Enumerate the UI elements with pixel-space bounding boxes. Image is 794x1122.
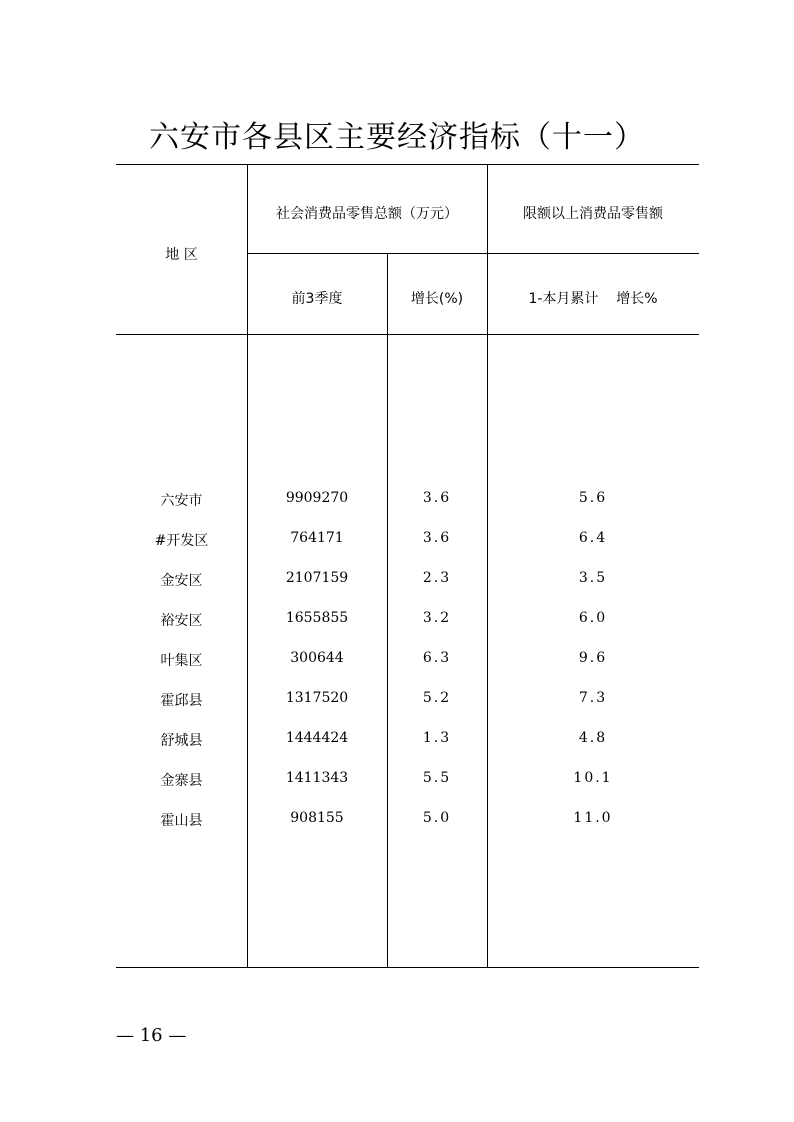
page-title: 六安市各县区主要经济指标（十一） (149, 120, 645, 155)
header-growth: 增长(%) (410, 291, 464, 307)
q3-cell: 9909270 (285, 490, 349, 506)
growth-cell: 6.3 (422, 650, 452, 666)
growth-cell: 5.5 (422, 770, 452, 786)
growth-cell: 3.6 (422, 530, 452, 546)
growth-cell: 3.2 (422, 610, 452, 626)
ytd-growth-cell: 4.8 (578, 730, 608, 746)
ytd-growth-cell: 9.6 (578, 650, 608, 666)
header-q3: 前3季度 (291, 291, 343, 307)
q3-cell: 1411343 (285, 770, 349, 786)
page-number: — 16 — (116, 1025, 187, 1046)
table-top-rule (116, 164, 699, 165)
q3-cell: 764171 (290, 530, 344, 546)
header-above-quota: 限额以上消费品零售额 (523, 206, 663, 222)
region-cell: 金寨县 (160, 773, 203, 789)
q3-cell: 1444424 (285, 730, 349, 746)
column-divider (247, 164, 248, 968)
q3-cell: 1655855 (285, 610, 349, 626)
q3-cell: 908155 (290, 810, 344, 826)
header-mid-rule (247, 253, 699, 254)
region-cell: 霍山县 (160, 813, 203, 829)
growth-cell: 5.2 (422, 690, 452, 706)
ytd-growth-cell: 5.6 (578, 490, 608, 506)
region-cell: 舒城县 (160, 733, 203, 749)
growth-cell: 1.3 (422, 730, 452, 746)
growth-cell: 2.3 (422, 570, 452, 586)
q3-cell: 2107159 (285, 570, 349, 586)
ytd-growth-cell: 3.5 (578, 570, 608, 586)
table-bottom-rule (116, 967, 699, 968)
header-retail-total: 社会消费品零售总额（万元） (276, 206, 458, 222)
column-divider (487, 164, 488, 968)
q3-cell: 1317520 (285, 690, 349, 706)
header-region: 地 区 (165, 247, 198, 263)
region-cell: 叶集区 (160, 653, 203, 669)
ytd-growth-cell: 6.4 (578, 530, 608, 546)
region-cell: 六安市 (160, 493, 203, 509)
q3-cell: 300644 (290, 650, 344, 666)
region-cell: 霍邱县 (160, 693, 203, 709)
growth-cell: 3.6 (422, 490, 452, 506)
region-cell: 裕安区 (160, 613, 203, 629)
ytd-growth-cell: 10.1 (573, 770, 613, 786)
header-ytd-growth: 1-本月累计 增长% (528, 291, 658, 307)
ytd-growth-cell: 11.0 (573, 810, 613, 826)
region-cell: 金安区 (160, 573, 203, 589)
region-cell: #开发区 (154, 533, 209, 549)
header-bottom-rule (116, 334, 699, 335)
growth-cell: 5.0 (422, 810, 452, 826)
ytd-growth-cell: 6.0 (578, 610, 608, 626)
ytd-growth-cell: 7.3 (578, 690, 608, 706)
